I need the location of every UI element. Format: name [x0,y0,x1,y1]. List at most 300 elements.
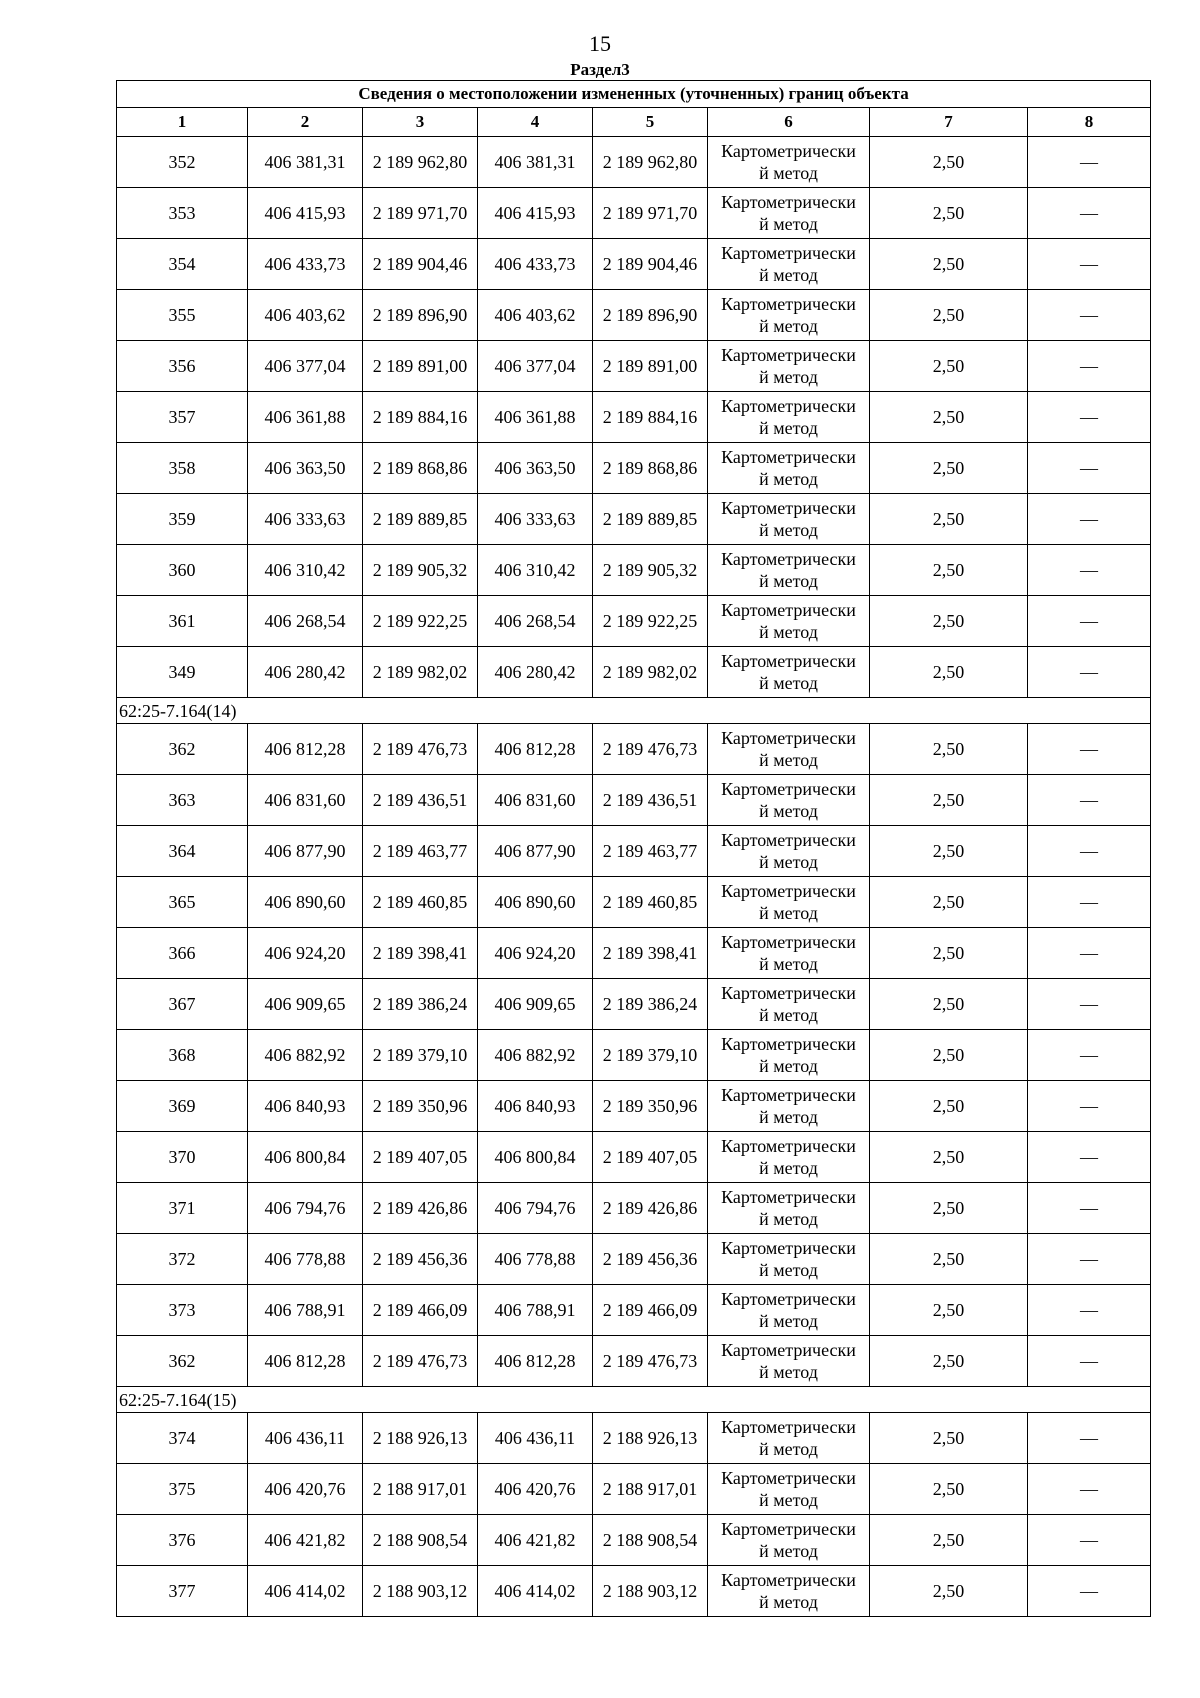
method-text-line1: Картометрически [721,651,856,671]
accuracy-cell: 2,50 [870,1336,1028,1387]
column-number: 2 [248,108,363,137]
refined-y-cell: 2 189 904,46 [593,239,708,290]
existing-y-cell: 2 189 905,32 [363,545,478,596]
table-row [117,979,1151,1030]
point-number-cell: 364 [117,826,248,877]
table-row [117,545,1151,596]
refined-y-cell: 2 189 386,24 [593,979,708,1030]
accuracy-cell: 2,50 [870,137,1028,188]
existing-x-cell: 406 403,62 [248,290,363,341]
parcel-group-row [117,698,1151,724]
existing-x-cell: 406 363,50 [248,443,363,494]
point-number-cell: 370 [117,1132,248,1183]
description-cell: — [1028,494,1151,545]
boundary-coordinates-table [116,80,1151,1617]
existing-x-cell: 406 421,82 [248,1515,363,1566]
method-text-line1: Картометрически [721,1289,856,1309]
table-row [117,1413,1151,1464]
accuracy-cell: 2,50 [870,1515,1028,1566]
method-cell [708,1413,870,1464]
description-cell: — [1028,1183,1151,1234]
table-row [117,928,1151,979]
accuracy-cell: 2,50 [870,1234,1028,1285]
description-cell: — [1028,928,1151,979]
column-number-row [117,108,1151,137]
point-number-cell: 367 [117,979,248,1030]
refined-y-cell: 2 189 896,90 [593,290,708,341]
description-cell: — [1028,877,1151,928]
point-number-cell: 355 [117,290,248,341]
method-cell [708,1464,870,1515]
existing-y-cell: 2 189 476,73 [363,1336,478,1387]
point-number-cell: 365 [117,877,248,928]
existing-x-cell: 406 909,65 [248,979,363,1030]
accuracy-cell: 2,50 [870,647,1028,698]
existing-x-cell: 406 415,93 [248,188,363,239]
accuracy-cell: 2,50 [870,775,1028,826]
method-text-line1: Картометрически [721,1417,856,1437]
refined-x-cell: 406 778,88 [478,1234,593,1285]
accuracy-cell: 2,50 [870,877,1028,928]
parcel-group-row [117,1387,1151,1413]
existing-x-cell: 406 310,42 [248,545,363,596]
method-cell [708,596,870,647]
description-cell: — [1028,290,1151,341]
point-number-cell: 356 [117,341,248,392]
method-text-line2: й метод [759,750,818,770]
table-row [117,1336,1151,1387]
refined-x-cell: 406 421,82 [478,1515,593,1566]
table-row [117,1234,1151,1285]
column-number: 3 [363,108,478,137]
refined-y-cell: 2 189 889,85 [593,494,708,545]
existing-y-cell: 2 189 456,36 [363,1234,478,1285]
description-cell: — [1028,443,1151,494]
method-text-line1: Картометрически [721,1136,856,1156]
refined-y-cell: 2 189 971,70 [593,188,708,239]
existing-x-cell: 406 381,31 [248,137,363,188]
refined-y-cell: 2 189 922,25 [593,596,708,647]
column-number: 4 [478,108,593,137]
refined-x-cell: 406 436,11 [478,1413,593,1464]
column-number: 1 [117,108,248,137]
method-text-line1: Картометрически [721,294,856,314]
table-row [117,188,1151,239]
method-text-line2: й метод [759,520,818,540]
refined-x-cell: 406 280,42 [478,647,593,698]
accuracy-cell: 2,50 [870,979,1028,1030]
refined-y-cell: 2 188 908,54 [593,1515,708,1566]
section-heading: Раздел3 [570,60,630,79]
method-text-line1: Картометрически [721,1340,856,1360]
method-cell [708,647,870,698]
existing-y-cell: 2 189 350,96 [363,1081,478,1132]
refined-x-cell: 406 415,93 [478,188,593,239]
point-number-cell: 352 [117,137,248,188]
accuracy-cell: 2,50 [870,188,1028,239]
method-text-line2: й метод [759,1107,818,1127]
accuracy-cell: 2,50 [870,1030,1028,1081]
point-number-cell: 357 [117,392,248,443]
refined-y-cell: 2 189 398,41 [593,928,708,979]
existing-x-cell: 406 436,11 [248,1413,363,1464]
method-text-line1: Картометрически [721,779,856,799]
point-number-cell: 371 [117,1183,248,1234]
accuracy-cell: 2,50 [870,290,1028,341]
method-text-line1: Картометрически [721,549,856,569]
accuracy-cell: 2,50 [870,1285,1028,1336]
accuracy-cell: 2,50 [870,443,1028,494]
point-number-cell: 358 [117,443,248,494]
accuracy-cell: 2,50 [870,724,1028,775]
refined-y-cell: 2 189 962,80 [593,137,708,188]
method-cell [708,1336,870,1387]
method-text-line2: й метод [759,316,818,336]
method-text-line1: Картометрически [721,1519,856,1539]
existing-x-cell: 406 420,76 [248,1464,363,1515]
existing-y-cell: 2 189 386,24 [363,979,478,1030]
existing-x-cell: 406 882,92 [248,1030,363,1081]
point-number-cell: 375 [117,1464,248,1515]
page-number: 15 [589,31,611,56]
existing-x-cell: 406 831,60 [248,775,363,826]
existing-y-cell: 2 189 904,46 [363,239,478,290]
description-cell: — [1028,137,1151,188]
method-cell [708,188,870,239]
refined-x-cell: 406 377,04 [478,341,593,392]
point-number-cell: 376 [117,1515,248,1566]
existing-x-cell: 406 812,28 [248,724,363,775]
description-cell: — [1028,392,1151,443]
refined-y-cell: 2 189 463,77 [593,826,708,877]
refined-y-cell: 2 189 466,09 [593,1285,708,1336]
table-row [117,1030,1151,1081]
method-text-line2: й метод [759,852,818,872]
refined-y-cell: 2 189 436,51 [593,775,708,826]
refined-y-cell: 2 189 982,02 [593,647,708,698]
existing-y-cell: 2 188 926,13 [363,1413,478,1464]
refined-x-cell: 406 403,62 [478,290,593,341]
method-cell [708,290,870,341]
method-text-line2: й метод [759,1592,818,1612]
description-cell: — [1028,775,1151,826]
existing-x-cell: 406 778,88 [248,1234,363,1285]
existing-x-cell: 406 890,60 [248,877,363,928]
existing-y-cell: 2 189 476,73 [363,724,478,775]
table-row [117,1566,1151,1617]
refined-y-cell: 2 189 476,73 [593,724,708,775]
accuracy-cell: 2,50 [870,596,1028,647]
table-row [117,443,1151,494]
point-number-cell: 363 [117,775,248,826]
method-cell [708,1030,870,1081]
point-number-cell: 354 [117,239,248,290]
accuracy-cell: 2,50 [870,1183,1028,1234]
refined-y-cell: 2 188 926,13 [593,1413,708,1464]
description-cell: — [1028,1285,1151,1336]
existing-x-cell: 406 377,04 [248,341,363,392]
description-cell: — [1028,1030,1151,1081]
method-text-line2: й метод [759,1541,818,1561]
existing-x-cell: 406 788,91 [248,1285,363,1336]
refined-x-cell: 406 420,76 [478,1464,593,1515]
existing-y-cell: 2 188 903,12 [363,1566,478,1617]
existing-y-cell: 2 189 436,51 [363,775,478,826]
point-number-cell: 373 [117,1285,248,1336]
method-cell [708,1566,870,1617]
existing-y-cell: 2 189 407,05 [363,1132,478,1183]
method-text-line1: Картометрически [721,1187,856,1207]
existing-y-cell: 2 189 922,25 [363,596,478,647]
table-row [117,826,1151,877]
method-cell [708,1285,870,1336]
table-row [117,596,1151,647]
existing-x-cell: 406 794,76 [248,1183,363,1234]
existing-x-cell: 406 280,42 [248,647,363,698]
table-row [117,1132,1151,1183]
method-cell [708,545,870,596]
point-number-cell: 361 [117,596,248,647]
method-text-line2: й метод [759,1209,818,1229]
accuracy-cell: 2,50 [870,392,1028,443]
refined-x-cell: 406 363,50 [478,443,593,494]
method-cell [708,1081,870,1132]
table-row [117,290,1151,341]
refined-y-cell: 2 189 476,73 [593,1336,708,1387]
method-text-line1: Картометрически [721,600,856,620]
method-text-line2: й метод [759,163,818,183]
table-row [117,1285,1151,1336]
method-cell [708,1234,870,1285]
method-text-line1: Картометрически [721,192,856,212]
table-row [117,341,1151,392]
existing-x-cell: 406 800,84 [248,1132,363,1183]
method-text-line2: й метод [759,571,818,591]
method-text-line1: Картометрически [721,498,856,518]
column-number: 6 [708,108,870,137]
existing-y-cell: 2 189 891,00 [363,341,478,392]
table-row [117,1464,1151,1515]
method-cell [708,1515,870,1566]
table-row [117,775,1151,826]
accuracy-cell: 2,50 [870,545,1028,596]
description-cell: — [1028,1336,1151,1387]
existing-x-cell: 406 268,54 [248,596,363,647]
point-number-cell: 360 [117,545,248,596]
accuracy-cell: 2,50 [870,1566,1028,1617]
method-text-line1: Картометрически [721,1570,856,1590]
description-cell: — [1028,979,1151,1030]
table-row [117,494,1151,545]
refined-y-cell: 2 189 426,86 [593,1183,708,1234]
existing-y-cell: 2 188 908,54 [363,1515,478,1566]
method-text-line2: й метод [759,801,818,821]
point-number-cell: 377 [117,1566,248,1617]
existing-x-cell: 406 333,63 [248,494,363,545]
description-cell: — [1028,1464,1151,1515]
existing-y-cell: 2 189 971,70 [363,188,478,239]
table-row [117,1515,1151,1566]
point-number-cell: 349 [117,647,248,698]
existing-y-cell: 2 189 426,86 [363,1183,478,1234]
method-text-line1: Картометрически [721,1085,856,1105]
description-cell: — [1028,188,1151,239]
method-text-line1: Картометрически [721,396,856,416]
existing-x-cell: 406 812,28 [248,1336,363,1387]
table-title: Сведения о местоположении измененных (уточненных) границ объекта [117,81,1151,108]
description-cell: — [1028,1132,1151,1183]
method-cell [708,979,870,1030]
description-cell: — [1028,545,1151,596]
table-row [117,877,1151,928]
refined-y-cell: 2 189 891,00 [593,341,708,392]
column-number: 8 [1028,108,1151,137]
existing-y-cell: 2 189 460,85 [363,877,478,928]
method-cell [708,494,870,545]
refined-y-cell: 2 189 884,16 [593,392,708,443]
refined-x-cell: 406 414,02 [478,1566,593,1617]
column-number: 7 [870,108,1028,137]
existing-y-cell: 2 189 466,09 [363,1285,478,1336]
method-text-line1: Картометрически [721,881,856,901]
point-number-cell: 368 [117,1030,248,1081]
existing-y-cell: 2 189 889,85 [363,494,478,545]
refined-x-cell: 406 877,90 [478,826,593,877]
method-text-line1: Картометрически [721,1468,856,1488]
refined-y-cell: 2 189 379,10 [593,1030,708,1081]
refined-y-cell: 2 189 868,86 [593,443,708,494]
method-text-line2: й метод [759,622,818,642]
method-cell [708,724,870,775]
refined-y-cell: 2 188 903,12 [593,1566,708,1617]
point-number-cell: 353 [117,188,248,239]
description-cell: — [1028,1566,1151,1617]
column-number: 5 [593,108,708,137]
existing-x-cell: 406 433,73 [248,239,363,290]
description-cell: — [1028,1081,1151,1132]
table-row [117,724,1151,775]
point-number-cell: 359 [117,494,248,545]
refined-x-cell: 406 890,60 [478,877,593,928]
refined-x-cell: 406 882,92 [478,1030,593,1081]
method-text-line1: Картометрически [721,447,856,467]
table-body [117,81,1151,1617]
existing-y-cell: 2 189 379,10 [363,1030,478,1081]
accuracy-cell: 2,50 [870,826,1028,877]
point-number-cell: 369 [117,1081,248,1132]
refined-x-cell: 406 800,84 [478,1132,593,1183]
accuracy-cell: 2,50 [870,1413,1028,1464]
description-cell: — [1028,826,1151,877]
table-row [117,137,1151,188]
method-text-line1: Картометрически [721,243,856,263]
refined-x-cell: 406 924,20 [478,928,593,979]
point-number-cell: 372 [117,1234,248,1285]
method-text-line2: й метод [759,1311,818,1331]
refined-x-cell: 406 840,93 [478,1081,593,1132]
description-cell: — [1028,724,1151,775]
accuracy-cell: 2,50 [870,928,1028,979]
refined-x-cell: 406 361,88 [478,392,593,443]
point-number-cell: 362 [117,1336,248,1387]
refined-x-cell: 406 831,60 [478,775,593,826]
table-row [117,647,1151,698]
parcel-group-label: 62:25-7.164(14) [117,698,1151,724]
method-text-line2: й метод [759,214,818,234]
refined-y-cell: 2 189 407,05 [593,1132,708,1183]
method-text-line2: й метод [759,1005,818,1025]
description-cell: — [1028,647,1151,698]
existing-y-cell: 2 189 896,90 [363,290,478,341]
point-number-cell: 366 [117,928,248,979]
refined-x-cell: 406 812,28 [478,1336,593,1387]
description-cell: — [1028,1515,1151,1566]
refined-x-cell: 406 433,73 [478,239,593,290]
method-text-line2: й метод [759,903,818,923]
method-cell [708,239,870,290]
method-text-line1: Картометрически [721,983,856,1003]
refined-x-cell: 406 268,54 [478,596,593,647]
method-cell [708,1183,870,1234]
existing-y-cell: 2 189 868,86 [363,443,478,494]
existing-y-cell: 2 189 962,80 [363,137,478,188]
method-text-line2: й метод [759,418,818,438]
existing-x-cell: 406 840,93 [248,1081,363,1132]
refined-x-cell: 406 812,28 [478,724,593,775]
existing-x-cell: 406 877,90 [248,826,363,877]
method-text-line2: й метод [759,1490,818,1510]
method-text-line2: й метод [759,469,818,489]
method-text-line2: й метод [759,367,818,387]
description-cell: — [1028,239,1151,290]
method-cell [708,392,870,443]
point-number-cell: 374 [117,1413,248,1464]
parcel-group-label: 62:25-7.164(15) [117,1387,1151,1413]
accuracy-cell: 2,50 [870,494,1028,545]
method-cell [708,137,870,188]
existing-x-cell: 406 414,02 [248,1566,363,1617]
point-number-cell: 362 [117,724,248,775]
method-text-line1: Картометрически [721,932,856,952]
refined-x-cell: 406 333,63 [478,494,593,545]
description-cell: — [1028,596,1151,647]
refined-x-cell: 406 794,76 [478,1183,593,1234]
method-text-line2: й метод [759,1260,818,1280]
table-row [117,392,1151,443]
refined-x-cell: 406 310,42 [478,545,593,596]
existing-y-cell: 2 189 982,02 [363,647,478,698]
method-text-line1: Картометрически [721,1238,856,1258]
method-text-line2: й метод [759,1158,818,1178]
refined-y-cell: 2 189 905,32 [593,545,708,596]
description-cell: — [1028,1413,1151,1464]
accuracy-cell: 2,50 [870,341,1028,392]
existing-y-cell: 2 189 398,41 [363,928,478,979]
table-row [117,1183,1151,1234]
accuracy-cell: 2,50 [870,1081,1028,1132]
method-text-line2: й метод [759,673,818,693]
existing-y-cell: 2 189 884,16 [363,392,478,443]
method-text-line2: й метод [759,1439,818,1459]
existing-y-cell: 2 189 463,77 [363,826,478,877]
refined-x-cell: 406 788,91 [478,1285,593,1336]
method-text-line2: й метод [759,265,818,285]
table-row [117,239,1151,290]
refined-y-cell: 2 189 456,36 [593,1234,708,1285]
table-title-row [117,81,1151,108]
refined-y-cell: 2 189 460,85 [593,877,708,928]
refined-x-cell: 406 909,65 [478,979,593,1030]
